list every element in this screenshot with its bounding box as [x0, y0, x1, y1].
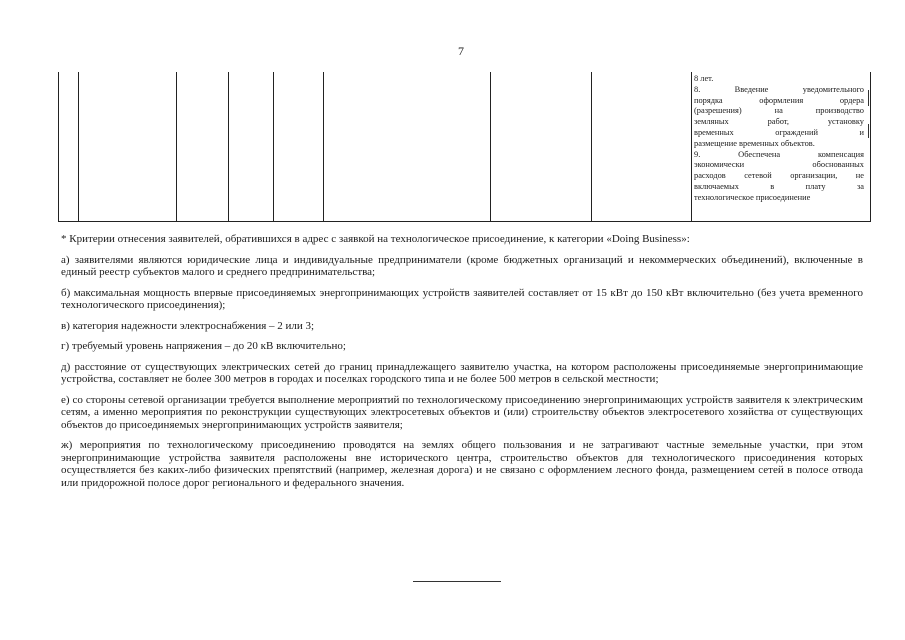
criteria-item: в) категория надежности электроснабжения – 2 или 3; [61, 319, 315, 332]
table-column-border [691, 72, 692, 221]
criteria-heading: * Критерии отнесения заявителей, обратившихся в адрес с заявкой на технологическое присоединение, к категории «Doing Business»: [61, 233, 690, 245]
criteria-item: б) максимальная мощность впервые присоединяемых энергопринимающих устройств заявителей составляет от 15 кВт до 150 кВт включительно (без учета временного технологического присоединения); [61, 286, 863, 311]
criteria-item: а) заявителями являются юридические лица и индивидуальные предприниматели (кроме бюджетных организаций и некоммерческих объединений), включенные в единый реестр субъектов малого и среднего предпринимательства; [61, 253, 863, 278]
cell-line: порядка оформления ордера [694, 95, 864, 105]
cell-line: технологическое присоединение [694, 192, 811, 202]
cell-line: расходов сетевой организации, не [694, 171, 864, 181]
cell-line: размещение временных объектов. [694, 138, 815, 148]
table-column-border [490, 72, 491, 221]
criteria-section [61, 233, 863, 497]
table-column-border [58, 72, 59, 221]
scan-mark [868, 124, 869, 138]
cell-line: земляных работ, установку [694, 117, 864, 127]
table-column-border [273, 72, 274, 221]
table-column-border [591, 72, 592, 221]
cell-line: (разрешения) на производство [694, 106, 864, 116]
table-column-border [870, 72, 871, 221]
table-fragment [58, 72, 871, 222]
page-number: 7 [458, 44, 464, 58]
cell-line: 8. Введение уведомительного [694, 84, 864, 94]
criteria-item: д) расстояние от существующих электрических сетей до границ принадлежащего заявителю участка, на котором расположены присоединяемые энергопринимающие устройства, составляет не более 300 метров в городах и поселках городского типа и не более 500 метров в сельской местности; [61, 360, 863, 385]
criteria-item: е) со стороны сетевой организации требуется выполнение мероприятий по технологическому присоединению энергопринимающих устройств заявителя к электрическим сетям, а именно мероприятия по реконструкции существующих электросетевых объектов и (или) строительству объектов электросетевого хозяйства от существующих объектов до присоединяемых энергопринимающих устройств заявителя; [61, 393, 863, 431]
table-column-border [78, 72, 79, 221]
cell-line: экономически обоснованных [694, 160, 864, 170]
cell-line: включаемых в плату за [694, 181, 864, 191]
table-column-border [176, 72, 177, 221]
criteria-item: г) требуемый уровень напряжения – до 20 кВ включительно; [61, 340, 346, 352]
cell-line: 8 лет. [694, 74, 714, 83]
table-column-border [323, 72, 324, 221]
cell-line: временных ограждений и [694, 127, 864, 137]
table-column-border [228, 72, 229, 221]
cell-line: 9. Обеспечена компенсация [694, 149, 864, 159]
scan-mark [868, 90, 869, 106]
table-cell-measures [694, 74, 864, 204]
footnote-separator [413, 581, 501, 582]
criteria-item: ж) мероприятия по технологическому присоединению проводятся на землях общего пользования и не затрагивают частные земельные участки, при этом энергопринимающие устройства заявителя расположены вне исторического центра, строительство объектов для технологического присоединения которых осуществляется без каких-либо физических препятствий (например, железная дорога) и не связано с оформлением лесного фонда, размещением сетей в полосе отвода или придорожной полосе дорог регионального и федерального значения. [61, 439, 863, 489]
